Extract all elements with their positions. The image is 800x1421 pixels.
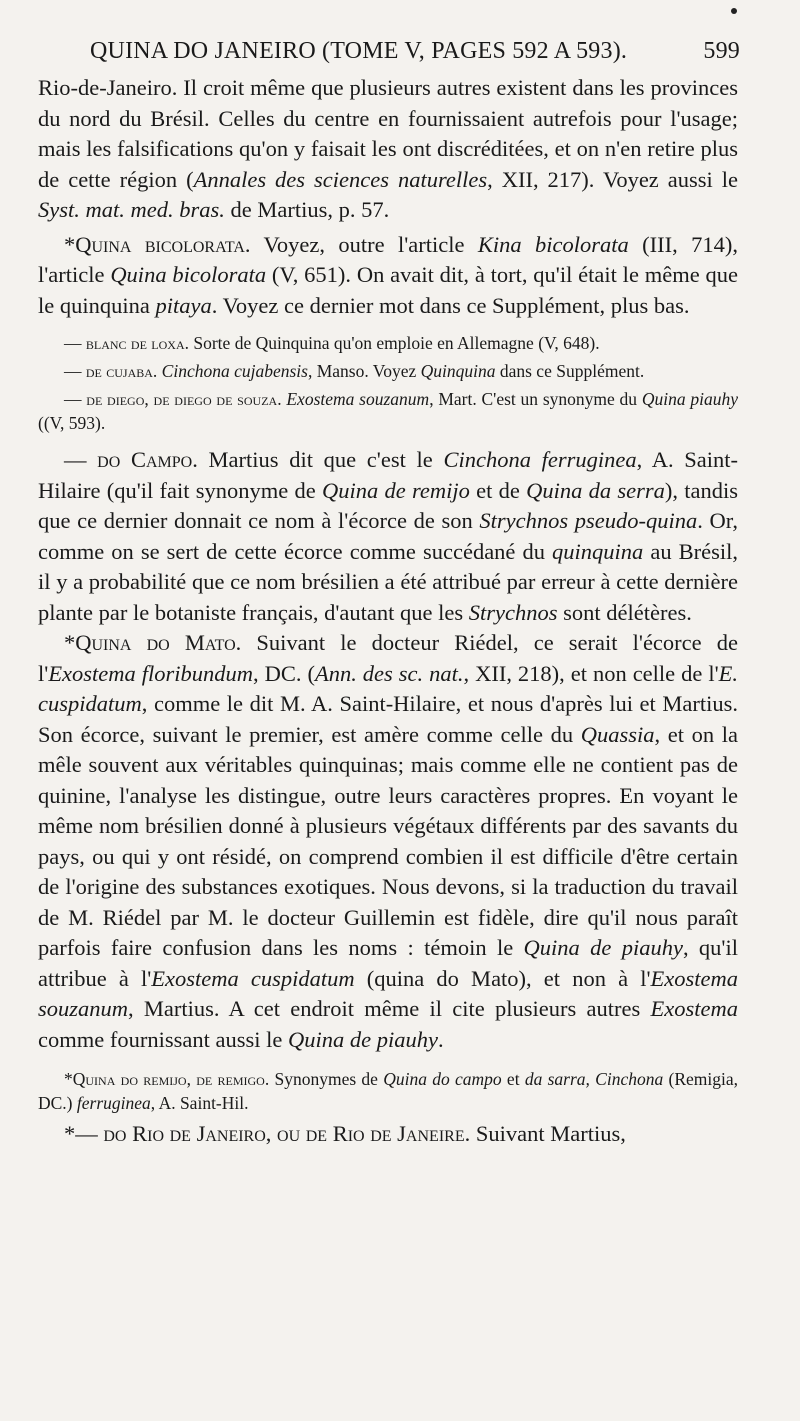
text: Martius dit que c'est le [197,447,444,472]
text: , XII, 218), et non celle de l' [463,660,719,686]
text: et [501,1069,525,1089]
text: (III, 714), l'article [38,231,738,287]
text: . Or, comme on se sert de cette écorce comme succédané du [38,508,739,564]
text: Rio-de-Janeiro. Il croit même que plusieurs autres existent dans les provinces du nord du Brésil. Celles du centre en fournissaient autrefois pour l'usage; mais les falsifications qu'on y faisait les ont discréditées, et on n'en retire plus de cette région ( [38,75,738,192]
italic-text: Quina bicolorata [110,262,267,287]
italic-text: Quassia [580,721,655,747]
text: et de [469,477,527,503]
entry-heading: — blanc de loxa. [64,333,189,353]
page-number: 599 [703,38,740,64]
text: , Manso. Voyez [307,361,421,381]
italic-text: Cinchona cujabensis [161,361,308,381]
text: (Remigia, DC.) [38,1069,738,1113]
italic-text: Exostema floribundum [48,660,254,686]
text: Suivant Martius, [470,1121,626,1146]
italic-text: Quina de piauhy [287,1026,438,1052]
entry-heading: *Quina do Mato. [64,630,242,655]
text: comme fournissant aussi le [38,1026,288,1052]
entry-do-campo [38,445,738,628]
text: sont délétères. [557,599,692,625]
text: , qu'il attribue à l' [38,935,738,991]
italic-text: Quinquina [420,361,496,381]
italic-text: quinquina [552,538,644,564]
entry-heading: *Quina do remijo, de remigo. [64,1069,270,1089]
italic-text: Exostema cuspidatum [151,965,355,991]
text: au Brésil, il y a probabilité que ce nom brésilien a été attribué par erreur à cette dernière plante par le botaniste français, d'autant que les [38,538,738,625]
text: , A. Saint-Hil. [150,1093,249,1113]
italic-text: ferruginea [76,1093,151,1113]
entry-do-rio-de-janeiro [38,1119,738,1150]
text: , DC. ( [253,660,315,686]
italic-text: Quina piauhy [641,389,739,409]
entry-heading: *Quina bicolorata. [64,231,251,257]
entry-quina-do-remijo [38,1067,738,1115]
entry-quina-do-mato [38,628,738,1055]
entry-heading: — de cujaba. [64,361,158,381]
text: , A. Saint-Hilaire (qu'il fait synonyme de [38,447,738,503]
italic-text: Ann. des sc. nat. [314,660,464,686]
italic-text: Strychnos pseudo-quina [479,508,698,533]
text: Synonymes de [269,1069,384,1089]
italic-text: Cinchona ferruginea [443,447,637,472]
italic-text: Exostema souzanum [286,389,430,409]
page-body [38,73,738,1150]
text: (quina do Mato), et non à l' [354,965,651,991]
italic-text: Quina do campo [383,1069,502,1089]
italic-text: Exostema souzanum [38,965,738,1021]
text: ), tandis que ce dernier donnait ce nom à l'écorce de son [38,477,739,533]
italic-text: Quina da serra [526,477,665,503]
italic-text: Exostema [650,996,738,1021]
text: , Mart. C'est un synonyme du [429,389,642,409]
text: de Martius, p. 57. [224,197,390,222]
italic-text: Kina bicolorata [477,231,629,257]
italic-text: E. cuspidatum [38,660,739,716]
italic-text: Quina de piauhy [523,935,683,960]
entry-heading: — de diego, de diego de souza. [64,389,282,409]
text: (V, 651). On avait dit, à tort, qu'il était le même que le quinquina [38,262,738,318]
entry-de-cujaba [38,359,738,383]
entry-blanc-de-loxa [38,331,738,355]
running-title: QUINA DO JANEIRO (TOME V, PAGES 592 A 593). [90,38,628,64]
paragraph-rio-de-janeiro-cont [38,73,738,226]
text: , Martius. A cet endroit même il cite plusieurs autres [128,996,651,1021]
entry-de-diego [38,387,738,435]
ink-dot [731,8,737,14]
text: , comme le dit M. A. Saint-Hilaire, et nous d'après lui et Martius. Son écorce, suivant le premier, est amère comme celle du [38,691,738,747]
italic-text: da sarra, Cinchona [524,1069,664,1089]
italic-text: Strychnos [468,599,558,625]
entry-heading: *— do Rio de Janeiro, ou de Rio de Janeire. [64,1121,471,1146]
text: Voyez, outre l'article [250,231,478,257]
text: dans ce Supplément. [495,361,645,381]
text: , XII, 217). Voyez aussi le [487,166,738,192]
text: , et on la mêle souvent aux véritables quinquinas; mais comme elle ne contient pas de quinine, l'analyse les distingue, outre leurs caractères propres. En voyant le même nom brésilien donné à plusieurs végétaux différents par des savants du pays, ou qui y ont résidé, on comprend combien il est difficile d'être certain de l'origine des substances exotiques. Nous devons, si la traduction du travail de M. Riédel par M. le docteur Guillemin est fidèle, dire qu'il nous paraît parfois faire confusion dans les noms : témoin le [38,721,738,960]
italic-text: Annales des sciences naturelles [193,166,488,192]
entry-heading: — do Campo. [64,447,198,472]
italic-text: Quina de remijo [321,477,470,503]
text: Sorte de Quinquina qu'on emploie en Allemagne (V, 648). [189,333,600,353]
text: . Voyez ce dernier mot dans ce Supplément, plus bas. [211,292,690,318]
italic-text: pitaya [155,292,212,318]
entry-quina-bicolorata [38,230,738,322]
text: ((V, 593). [38,413,106,433]
text: Suivant le docteur Riédel, ce serait l'écorce de l' [38,630,738,686]
italic-text: Syst. mat. med. bras. [38,197,225,222]
text: . [437,1026,444,1052]
